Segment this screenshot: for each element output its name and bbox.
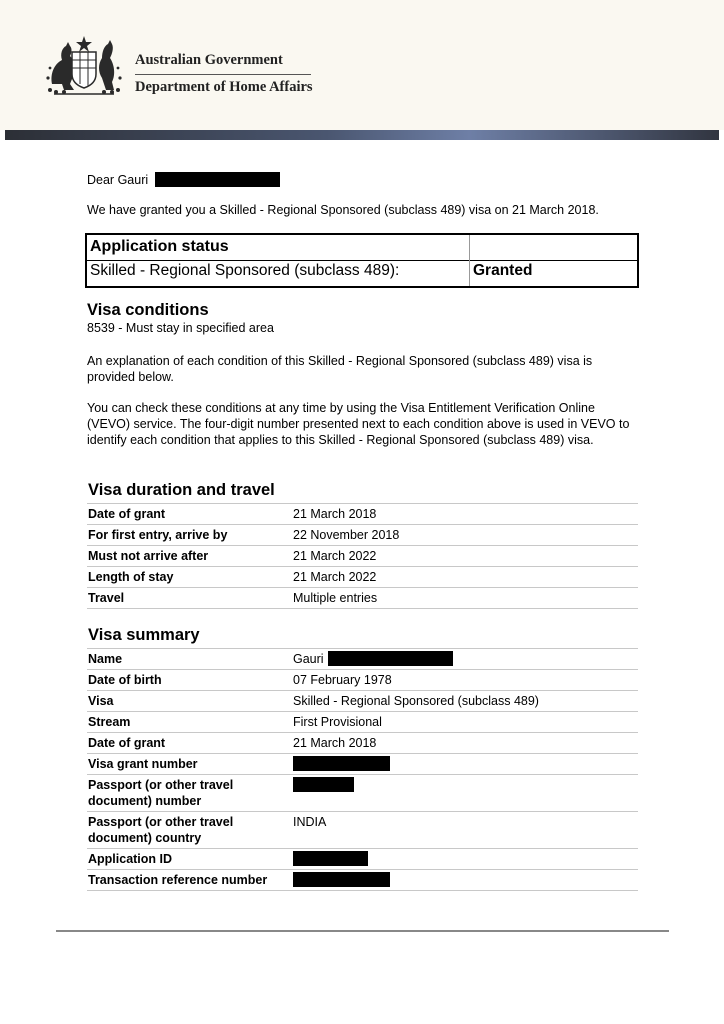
header-bar	[5, 130, 719, 140]
status-value: Granted	[473, 262, 533, 279]
conditions-explanation: An explanation of each condition of this Skilled - Regional Sponsored (subclass 489) visa is provided below.	[87, 354, 593, 384]
row-value: 22 November 2018	[292, 525, 638, 546]
table-row	[87, 546, 638, 567]
summary-table	[87, 648, 638, 891]
table-row	[87, 812, 638, 849]
row-value: 21 March 2018	[292, 504, 638, 525]
row-value: Multiple entries	[292, 588, 638, 609]
table-row	[87, 670, 638, 691]
row-label: Date of birth	[87, 670, 292, 691]
condition-item: 8539 - Must stay in specified area	[87, 321, 274, 335]
letterhead	[0, 0, 724, 130]
table-row	[87, 870, 638, 891]
row-label: Stream	[87, 712, 292, 733]
row-value	[292, 870, 638, 891]
table-row	[87, 588, 638, 609]
row-label: Name	[87, 649, 292, 670]
table-row	[87, 525, 638, 546]
name-value: Gauri	[293, 652, 324, 666]
status-column-divider	[469, 235, 470, 286]
row-label: Length of stay	[87, 567, 292, 588]
row-label: Date of grant	[87, 504, 292, 525]
redacted-surname	[328, 651, 453, 666]
row-label: Transaction reference number	[87, 870, 292, 891]
greeting	[87, 172, 280, 187]
duration-table	[87, 503, 638, 609]
table-row	[87, 567, 638, 588]
application-status-box	[85, 233, 639, 288]
summary-title: Visa summary	[88, 626, 200, 644]
status-title: Application status	[90, 238, 229, 255]
redacted-application-id	[293, 851, 368, 866]
row-value: 07 February 1978	[292, 670, 638, 691]
government-name: Australian Government	[135, 52, 283, 68]
table-row	[87, 504, 638, 525]
row-label: Passport (or other travel document) country	[87, 812, 292, 849]
row-label: For first entry, arrive by	[87, 525, 292, 546]
table-row	[87, 712, 638, 733]
row-label: Travel	[87, 588, 292, 609]
row-value: First Provisional	[292, 712, 638, 733]
table-row	[87, 691, 638, 712]
row-value: Skilled - Regional Sponsored (subclass 489)	[292, 691, 638, 712]
row-label: Visa	[87, 691, 292, 712]
redacted-passport-number	[293, 777, 354, 792]
footer-divider	[56, 930, 669, 932]
table-row	[87, 775, 638, 812]
row-value	[292, 754, 638, 775]
table-row	[87, 733, 638, 754]
row-label: Passport (or other travel document) number	[87, 775, 292, 812]
greeting-text: Dear Gauri	[87, 173, 149, 187]
redacted-grant-number	[293, 756, 390, 771]
row-value	[292, 849, 638, 870]
table-row	[87, 849, 638, 870]
table-row	[87, 754, 638, 775]
department-name: Department of Home Affairs	[135, 79, 313, 95]
vevo-check-text: You can check these conditions at any time by using the Visa Entitlement Verification Online (VEVO) service. The four-digit number presented next to each condition above is used in VEVO to identify each condition that applies to this Skilled - Regional Sponsored (subclass 489) visa.	[87, 401, 630, 447]
letterhead-divider	[135, 74, 311, 75]
row-label: Application ID	[87, 849, 292, 870]
row-value	[292, 775, 638, 812]
visa-conditions-title: Visa conditions	[87, 301, 209, 319]
row-label: Must not arrive after	[87, 546, 292, 567]
row-value: 21 March 2022	[292, 546, 638, 567]
row-value: 21 March 2022	[292, 567, 638, 588]
coat-of-arms-icon	[44, 34, 124, 96]
status-visa-label: Skilled - Regional Sponsored (subclass 489):	[90, 262, 400, 279]
row-value: INDIA	[292, 812, 638, 849]
row-label: Date of grant	[87, 733, 292, 754]
redacted-transaction-ref	[293, 872, 390, 887]
status-divider	[87, 260, 637, 261]
duration-title: Visa duration and travel	[88, 481, 275, 499]
grant-notice: We have granted you a Skilled - Regional Sponsored (subclass 489) visa on 21 March 2018.	[87, 203, 599, 217]
table-row	[87, 649, 638, 670]
redacted-surname	[155, 172, 280, 187]
row-value	[292, 649, 638, 670]
row-value: 21 March 2018	[292, 733, 638, 754]
row-label: Visa grant number	[87, 754, 292, 775]
